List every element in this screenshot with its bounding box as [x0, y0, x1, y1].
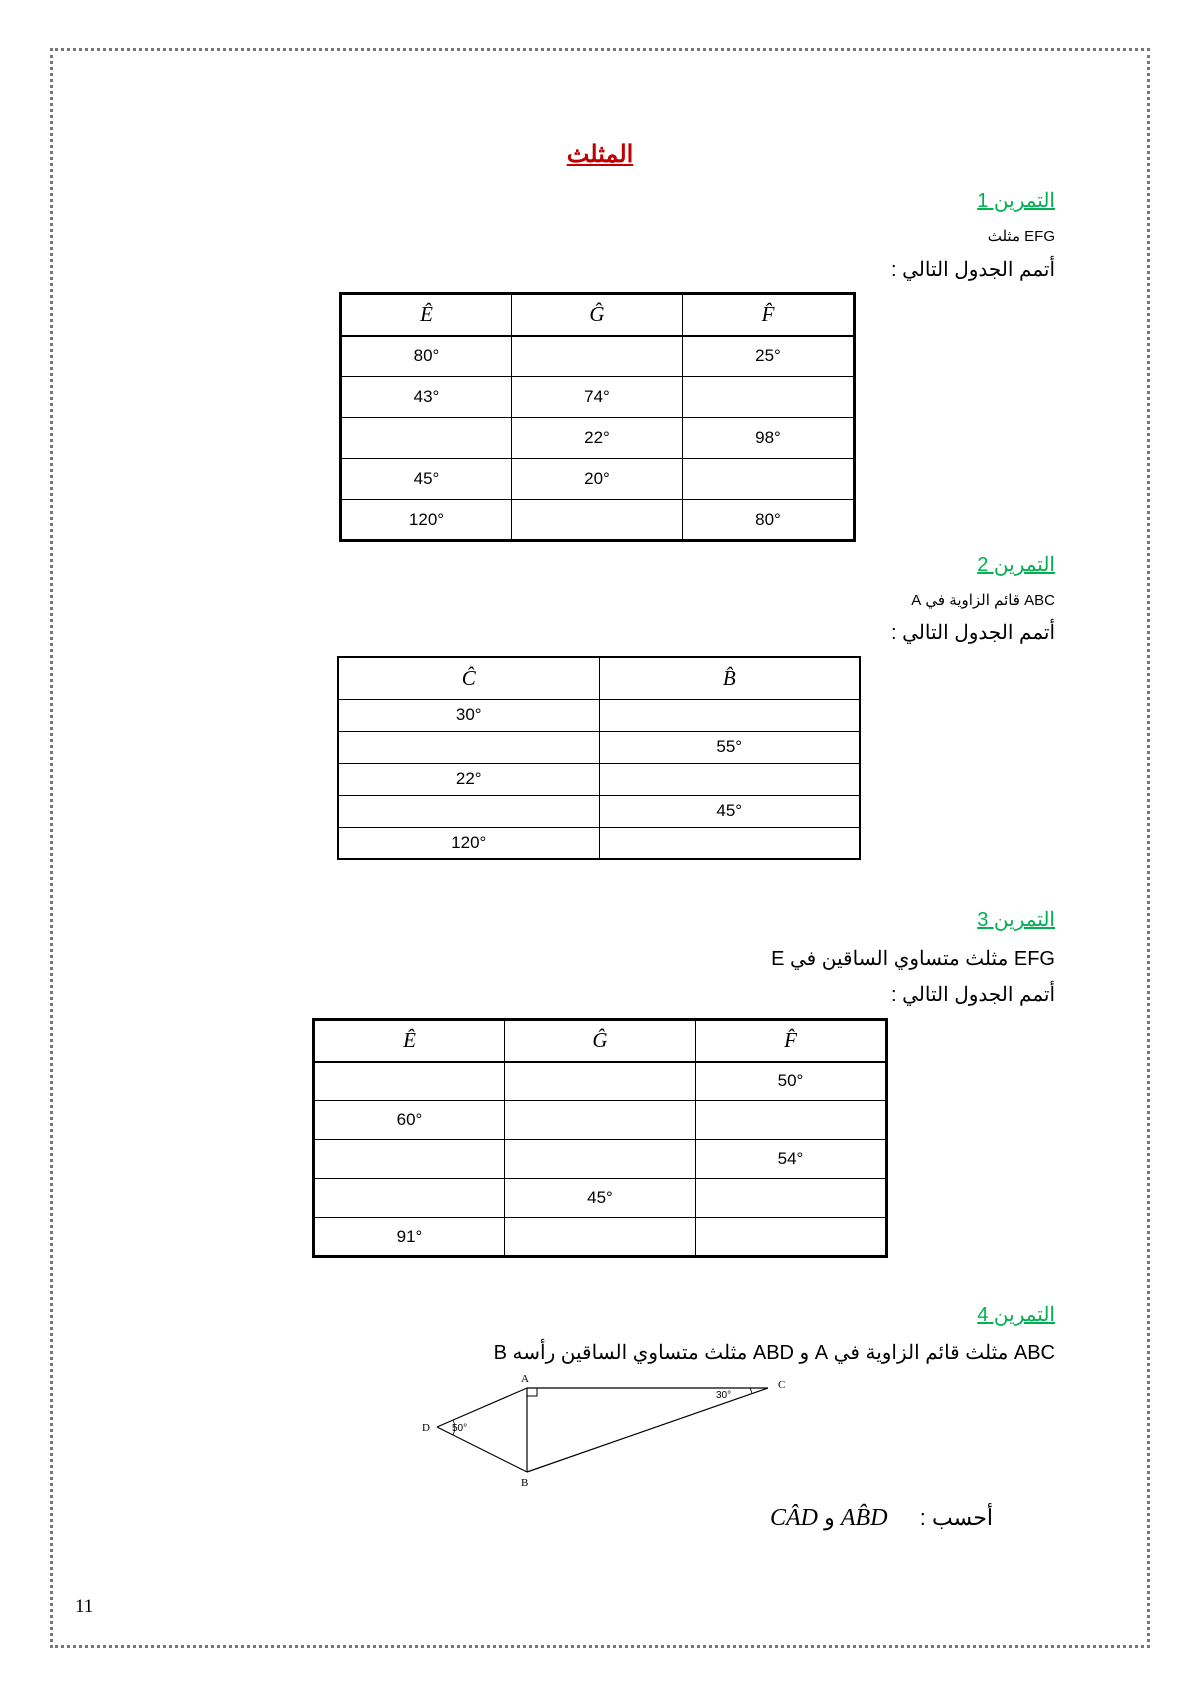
table-row	[341, 500, 855, 541]
label-d: D	[422, 1422, 430, 1434]
exercise-1-instruction: أتمم الجدول التالي :	[890, 259, 1055, 281]
table-row	[314, 1218, 887, 1257]
header-angle-g: Ĝ	[505, 1020, 696, 1062]
exercise-3-statement: EFG مثلث متساوي الساقين في E	[771, 948, 1055, 970]
segment-bc	[527, 1388, 768, 1472]
table-cell[interactable]: 30°	[338, 699, 599, 731]
table-cell[interactable]	[341, 418, 512, 459]
table-cell[interactable]: 43°	[341, 377, 512, 418]
conjunction-and: و	[824, 1505, 835, 1530]
table-cell[interactable]	[696, 1218, 887, 1257]
exercise-1-heading: التمرين 1	[977, 190, 1055, 212]
table-row	[314, 1101, 887, 1140]
table-cell[interactable]: 80°	[341, 336, 512, 377]
exercise-2-instruction: أتمم الجدول التالي :	[890, 622, 1055, 644]
table-cell[interactable]	[683, 459, 855, 500]
header-angle-e: Ê	[341, 294, 512, 336]
header-angle-g: Ĝ	[512, 294, 683, 336]
exercise-1-statement: EFG مثلث	[987, 228, 1055, 245]
table-row	[338, 763, 860, 795]
table-cell[interactable]: 45°	[341, 459, 512, 500]
triangle-figure	[410, 1370, 800, 1490]
exercise-4-heading: التمرين 4	[977, 1304, 1055, 1326]
table-cell[interactable]	[512, 500, 683, 541]
table-cell[interactable]	[314, 1140, 505, 1179]
table-cell[interactable]: 20°	[512, 459, 683, 500]
table-row	[338, 795, 860, 827]
table-row	[314, 1062, 887, 1101]
header-angle-e: Ê	[314, 1020, 505, 1062]
table-cell[interactable]: 120°	[338, 827, 599, 859]
exercise-2-heading: التمرين 2	[977, 554, 1055, 576]
table-cell[interactable]	[505, 1140, 696, 1179]
table-cell[interactable]: 80°	[683, 500, 855, 541]
table-cell[interactable]	[599, 699, 860, 731]
table-cell[interactable]: 54°	[696, 1140, 887, 1179]
table-cell[interactable]: 22°	[512, 418, 683, 459]
exercise-2-statement: ABC قائم الزاوية في A	[911, 592, 1055, 609]
page-title: المثلث	[566, 141, 634, 168]
table-row	[338, 731, 860, 763]
label-b: B	[521, 1477, 529, 1489]
table-cell[interactable]	[512, 336, 683, 377]
table-cell[interactable]	[338, 795, 599, 827]
table-row	[341, 459, 855, 500]
exercise-3-table	[312, 1018, 888, 1258]
table-row	[314, 1140, 887, 1179]
table-cell[interactable]: 45°	[505, 1179, 696, 1218]
table-cell[interactable]	[338, 731, 599, 763]
table-row	[341, 377, 855, 418]
table-cell[interactable]: 45°	[599, 795, 860, 827]
table-cell[interactable]	[599, 827, 860, 859]
table-cell[interactable]	[599, 763, 860, 795]
header-angle-b: B̂	[599, 657, 860, 699]
table-cell[interactable]: 74°	[512, 377, 683, 418]
table-row	[338, 699, 860, 731]
compute-label: أحسب :	[919, 1505, 993, 1530]
table-cell[interactable]	[696, 1179, 887, 1218]
table-cell[interactable]: 120°	[341, 500, 512, 541]
exercise-3-instruction: أتمم الجدول التالي :	[890, 984, 1055, 1006]
table-cell[interactable]	[505, 1101, 696, 1140]
segment-db	[437, 1427, 527, 1472]
table-cell[interactable]	[314, 1062, 505, 1101]
table-cell[interactable]: 55°	[599, 731, 860, 763]
table-cell[interactable]: 60°	[314, 1101, 505, 1140]
header-angle-c: Ĉ	[338, 657, 599, 699]
exercise-4-statement: ABC مثلث قائم الزاوية في A و ABD مثلث متساوي الساقين رأسه B	[493, 1342, 1055, 1364]
table-cell[interactable]: 91°	[314, 1218, 505, 1257]
table-cell[interactable]	[696, 1101, 887, 1140]
exercise-3-heading: التمرين 3	[977, 909, 1055, 931]
angle-abd: AB̂D	[840, 1505, 888, 1531]
angle-d-label: 50°	[452, 1423, 468, 1434]
table-row	[338, 827, 860, 859]
table-row	[341, 336, 855, 377]
exercise-2-table	[337, 656, 861, 860]
label-c: C	[778, 1379, 786, 1391]
table-cell[interactable]	[505, 1218, 696, 1257]
header-angle-f: F̂	[683, 294, 855, 336]
header-angle-f: F̂	[696, 1020, 887, 1062]
angle-cad: CÂD	[770, 1505, 818, 1531]
table-cell[interactable]	[314, 1179, 505, 1218]
table-cell[interactable]: 22°	[338, 763, 599, 795]
table-cell[interactable]	[505, 1062, 696, 1101]
angle-c-arc	[750, 1388, 752, 1394]
segment-da	[437, 1388, 527, 1427]
table-cell[interactable]: 98°	[683, 418, 855, 459]
table-row	[314, 1179, 887, 1218]
page-number: 11	[75, 1596, 94, 1617]
right-angle-marker	[527, 1388, 537, 1396]
table-row	[341, 418, 855, 459]
exercise-1-table	[339, 292, 856, 542]
table-cell[interactable]	[683, 377, 855, 418]
table-cell[interactable]: 50°	[696, 1062, 887, 1101]
angle-c-label: 30°	[716, 1390, 732, 1401]
table-cell[interactable]: 25°	[683, 336, 855, 377]
compute-line	[770, 1505, 993, 1532]
label-a: A	[521, 1373, 529, 1385]
